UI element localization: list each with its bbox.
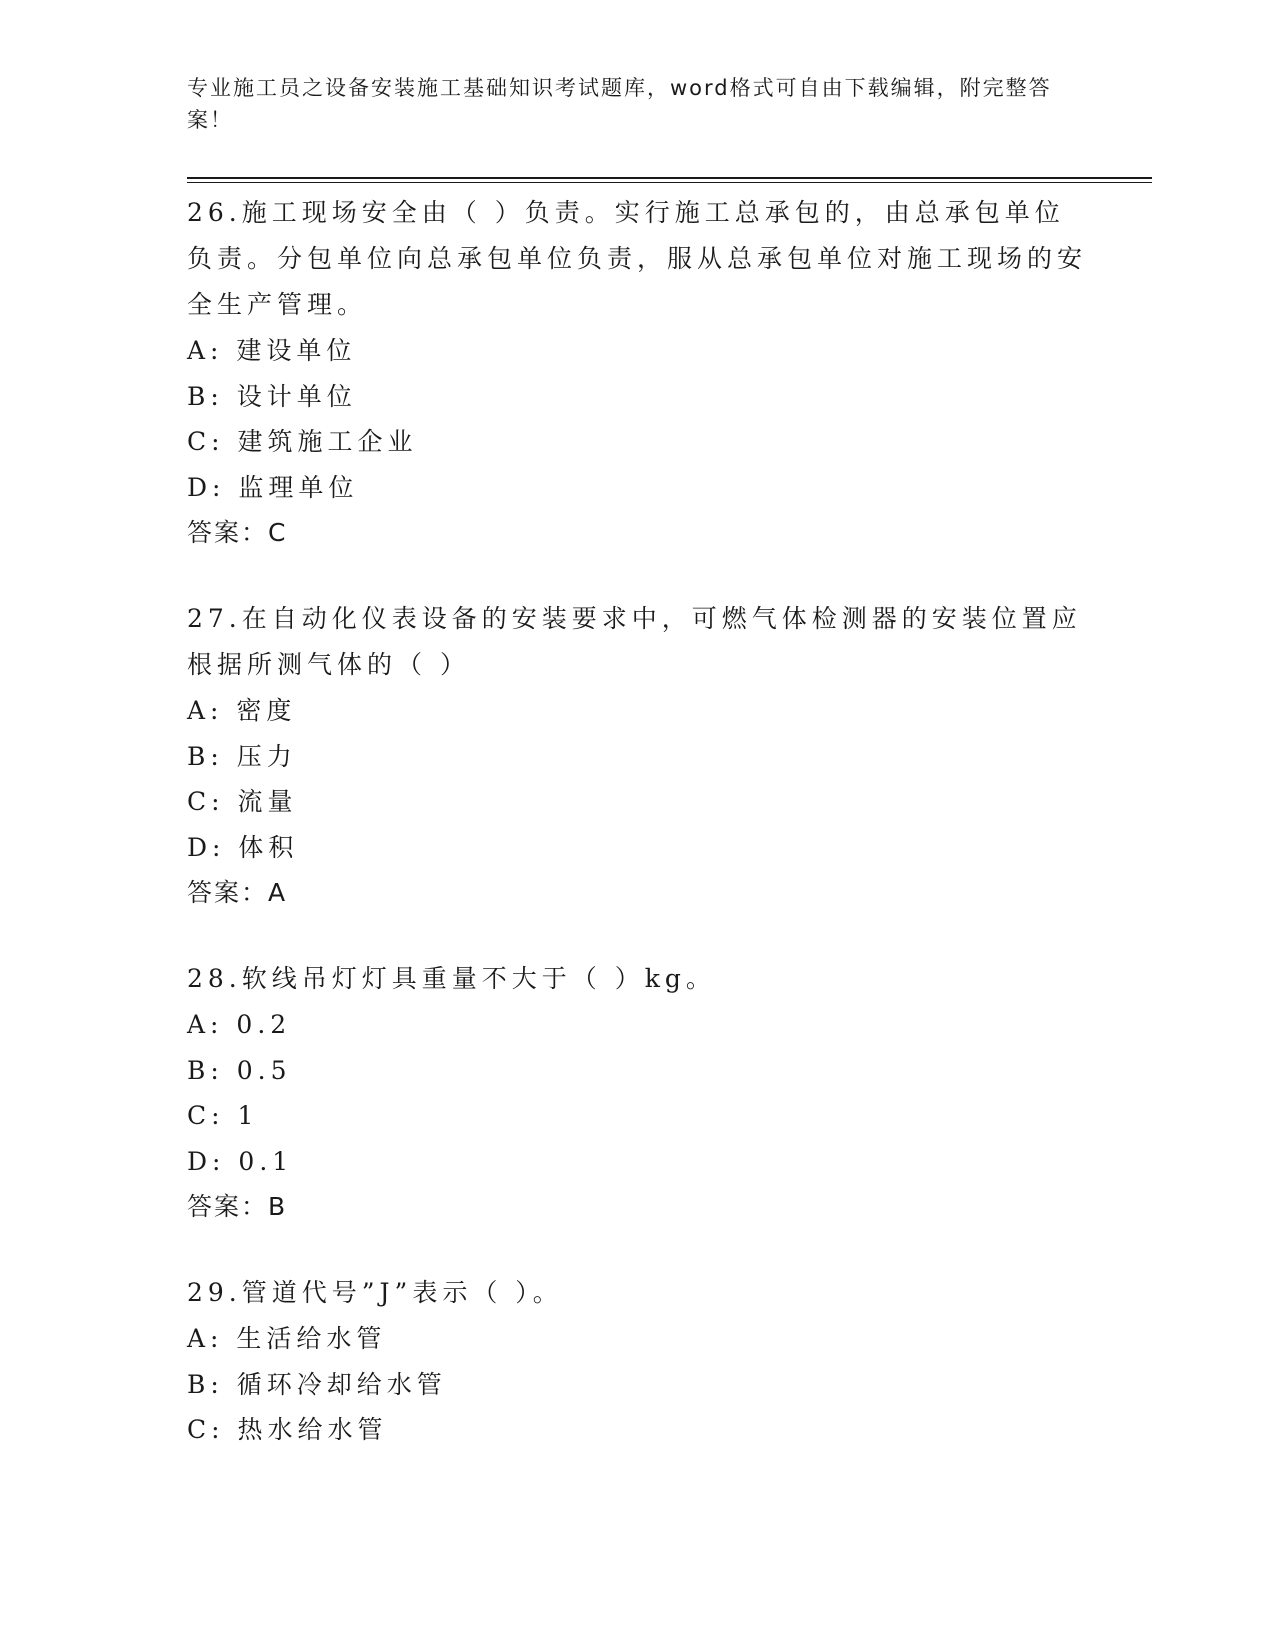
header-divider-thick bbox=[187, 177, 1152, 179]
document-header: 专业施工员之设备安装施工基础知识考试题库，word格式可自由下载编辑，附完整答案！ bbox=[187, 76, 1052, 132]
option-b: B: 设计单位 bbox=[187, 381, 357, 411]
option-d: D: 监理单位 bbox=[187, 472, 359, 502]
question-text: 29.管道代号”J”表示（ ）。 bbox=[187, 1278, 563, 1307]
answer: 答案：C bbox=[187, 518, 288, 547]
answer: 答案：A bbox=[187, 878, 288, 907]
question-29 bbox=[187, 1270, 1087, 1453]
option-b: B: 循环冷却给水管 bbox=[187, 1369, 447, 1399]
header-divider-thin bbox=[187, 182, 1152, 183]
option-d: D: 0.1 bbox=[187, 1146, 294, 1176]
question-text: 26.施工现场安全由（ ）负责。实行施工总承包的，由总承包单位负责。分包单位向总承包单位负责，服从总承包单位对施工现场的安全生产管理。 bbox=[187, 198, 1088, 319]
option-a: A: 建设单位 bbox=[187, 336, 357, 365]
option-b: B: 0.5 bbox=[187, 1055, 292, 1085]
option-c: C: 热水给水管 bbox=[187, 1415, 388, 1444]
question-list bbox=[187, 190, 1087, 1493]
question-26 bbox=[187, 190, 1087, 556]
option-c: C: 建筑施工企业 bbox=[187, 427, 418, 456]
option-a: A: 0.2 bbox=[187, 1010, 292, 1039]
option-d: D: 体积 bbox=[187, 832, 299, 862]
option-c: C: 流量 bbox=[187, 787, 298, 816]
answer: 答案：B bbox=[187, 1192, 288, 1221]
question-27 bbox=[187, 596, 1087, 916]
option-a: A: 密度 bbox=[187, 696, 297, 725]
option-b: B: 压力 bbox=[187, 741, 297, 771]
option-c: C: 1 bbox=[187, 1101, 259, 1130]
question-28 bbox=[187, 956, 1087, 1230]
question-text: 27.在自动化仪表设备的安装要求中，可燃气体检测器的安装位置应根据所测气体的（ ） bbox=[187, 604, 1082, 679]
question-text: 28.软线吊灯灯具重量不大于（ ）kg。 bbox=[187, 964, 716, 993]
option-a: A: 生活给水管 bbox=[187, 1324, 387, 1353]
